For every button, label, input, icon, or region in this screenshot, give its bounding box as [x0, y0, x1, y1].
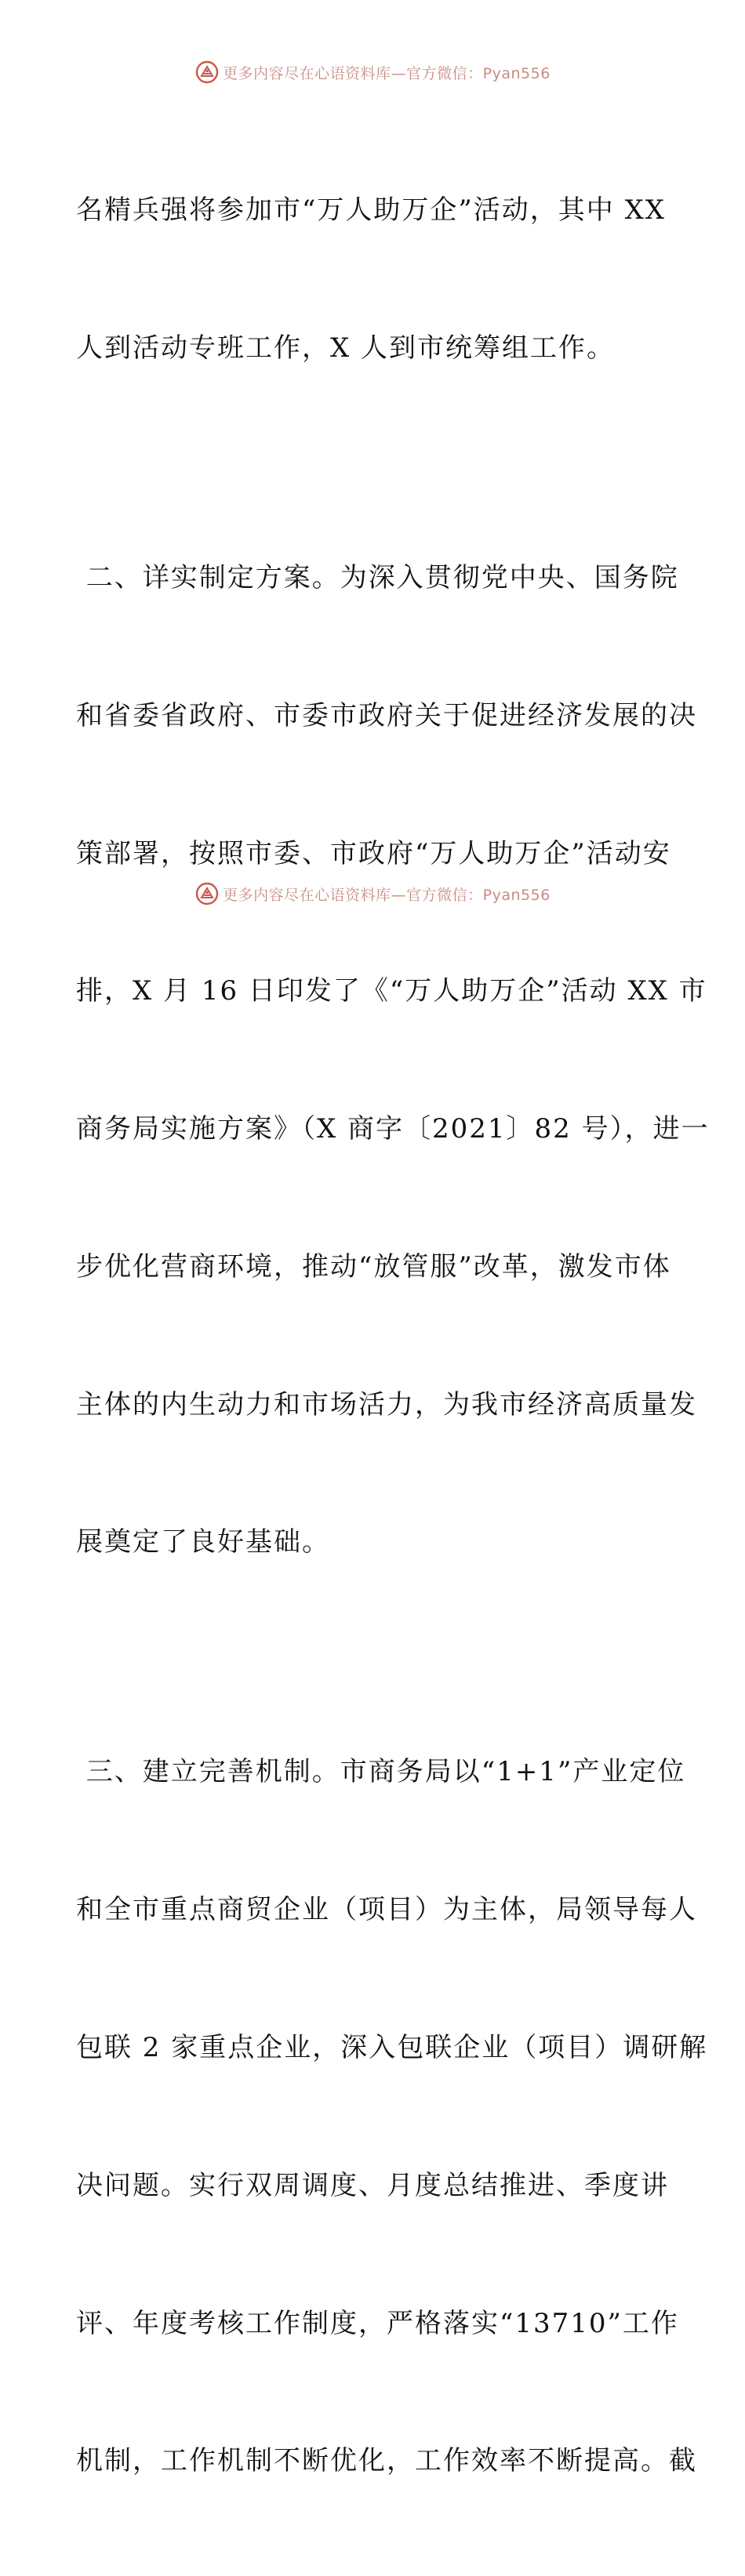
text-line: 和全市重点商贸企业（项目）为主体，局领导每人	[76, 1894, 697, 1926]
text-line: 包联 2 家重点企业，深入包联企业（项目）调研解	[76, 2031, 708, 2063]
brand-logo-icon	[194, 881, 220, 906]
paragraph-2	[76, 463, 710, 1657]
document-body	[76, 96, 710, 2576]
text-line: 二、详实制定方案。为深入贯彻党中央、国务院	[76, 561, 679, 593]
text-line: 三、建立完善机制。市商务局以“1+1”产业定位	[76, 1756, 686, 1788]
text-line: 机制，工作机制不断优化，工作效率不断提高。截	[76, 2445, 697, 2477]
text-line: 展奠定了良好基础。	[76, 1526, 330, 1558]
text-line: 主体的内生动力和市场活力，为我市经济高质量发	[76, 1388, 697, 1420]
brand-logo-icon	[194, 60, 220, 85]
text-line: 名精兵强将参加市“万人助万企”活动，其中 XX	[76, 194, 666, 227]
paragraph-1	[76, 96, 672, 463]
text-line: 排，X 月 16 日印发了《“万人助万企”活动 XX 市	[76, 975, 707, 1007]
footer-watermark	[0, 878, 745, 909]
text-line: 步优化营商环境，推动“放管服”改革，激发市体	[76, 1250, 671, 1283]
text-line: 和省委省政府、市委市政府关于促进经济发展的决	[76, 699, 697, 731]
text-line: 决问题。实行双周调度、月度总结推进、季度讲	[76, 2169, 669, 2201]
text-line: 商务局实施方案》（X 商字〔2021〕82 号），进一	[76, 1113, 710, 1145]
text-line: 评、年度考核工作制度，严格落实“13710”工作	[76, 2307, 679, 2339]
paragraph-3	[76, 1657, 708, 2576]
watermark-text: 更多内容尽在心语资料库—官方微信：Pyan556	[223, 64, 551, 82]
text-line: 人到活动专班工作，X 人到市统筹组工作。	[76, 332, 616, 364]
watermark-text: 更多内容尽在心语资料库—官方微信：Pyan556	[223, 886, 551, 904]
text-line: 策部署，按照市委、市政府“万人助万企”活动安	[76, 837, 671, 869]
header-watermark	[0, 56, 745, 88]
